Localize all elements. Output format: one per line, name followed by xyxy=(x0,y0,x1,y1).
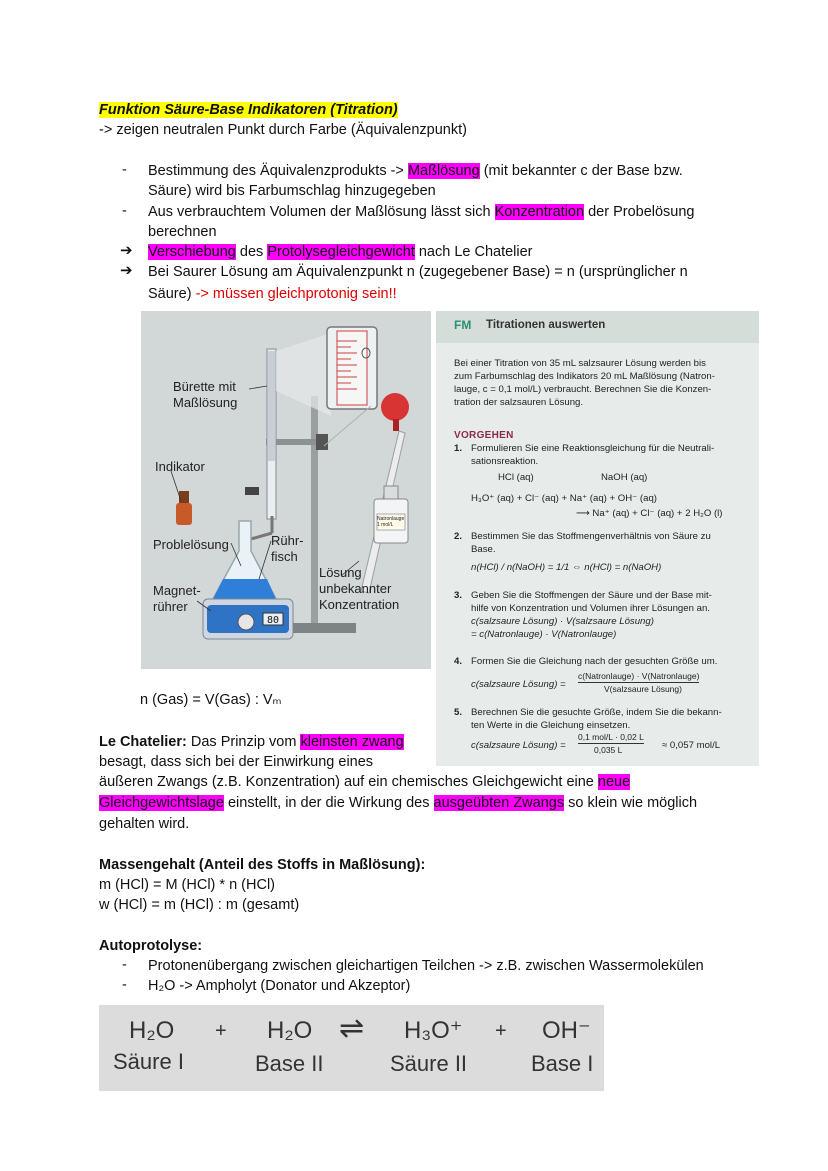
bullet-1-text: Bestimmung des Äquivalenzprodukts -> xyxy=(148,163,404,179)
apparatus-drawing xyxy=(141,311,431,669)
dash-bullet: - xyxy=(122,203,127,219)
equation-part: c(salzsaure Lösung) = xyxy=(471,740,566,751)
chatelier-line1 xyxy=(99,732,404,752)
step-text: Geben Sie die Stoffmengen der Säure und der Base mit- xyxy=(471,590,712,601)
chatelier-text: so klein wie möglich xyxy=(568,795,698,811)
bullet-4-line1: Bei Saurer Lösung am Äquivalenzpunkt n (zugegebener Base) = n (ursprünglicher n xyxy=(148,264,688,280)
water-molecule-2: H₂O xyxy=(267,1017,313,1044)
bottle-label: Natronlauge 1 mol/L xyxy=(377,516,405,528)
chatelier-text: äußeren Zwangs (z.B. Konzentration) auf ein chemisches Gleichgewicht eine xyxy=(99,774,594,790)
step-text: ten Werte in die Gleichung einsetzen. xyxy=(471,720,631,731)
step-text: Base. xyxy=(471,544,496,555)
plus-sign: + xyxy=(215,1020,227,1042)
highlight-gleichgewichtslage: Gleichgewichtslage xyxy=(99,795,224,811)
unknown-concentration-label: Lösung unbekannter Konzentration xyxy=(319,565,400,612)
textbook-header xyxy=(436,311,759,343)
red-warning: -> müssen gleichprotonig sein!! xyxy=(195,286,397,302)
step-text: Bestimmen Sie das Stoffmengenverhältnis von Säure zu xyxy=(471,531,711,542)
equation-part: NaOH (aq) xyxy=(601,472,648,483)
highlight-neue: neue xyxy=(597,774,631,790)
vorgehen-heading: VORGEHEN xyxy=(454,430,514,441)
chatelier-text: Das Prinzip vom xyxy=(190,734,297,750)
intro-line: -> zeigen neutralen Punkt durch Farbe (Äquivalenzpunkt) xyxy=(99,122,467,138)
textbook-heading: Titrationen auswerten xyxy=(486,319,606,331)
highlight-protolyse: Protolysegleichgewicht xyxy=(267,244,415,260)
sample-solution-label: Problelösung xyxy=(153,537,229,552)
fraction-denominator: 0,035 L xyxy=(594,745,623,755)
label-saure-2: Säure II xyxy=(390,1051,468,1076)
bullet-1-post: (mit bekannter c der Base bzw. xyxy=(483,163,683,179)
task-line: lauge, c = 0,1 mol/L) verbraucht. Berechnen Sie die Konzen- xyxy=(454,384,712,395)
textbook-excerpt xyxy=(436,311,759,766)
gas-formula: n (Gas) = V(Gas) : Vₘ xyxy=(140,692,282,708)
step-text: hilfe von Konzentration und Volumen ihrer Lösungen an. xyxy=(471,603,710,614)
fraction-denominator: V(salzsaure Lösung) xyxy=(604,684,682,694)
step-number: 1. xyxy=(454,443,463,454)
page-title xyxy=(99,100,398,120)
bullet-1-line1 xyxy=(148,161,683,181)
title-text: Funktion Säure-Base Indikatoren (Titration) xyxy=(99,102,398,118)
bullet-2-text: Aus verbrauchtem Volumen der Maßlösung lässt sich xyxy=(148,204,491,220)
bullet-4-line2 xyxy=(148,284,397,304)
bullet-3 xyxy=(148,242,533,262)
autoprotolyse-heading: Autoprotolyse: xyxy=(99,938,203,954)
task-line: tration der salzsauren Lösung. xyxy=(454,397,584,408)
label-saure-1: Säure I xyxy=(113,1049,184,1074)
result-value: ≈ 0,057 mol/L xyxy=(662,740,721,751)
label-base-2: Base II xyxy=(255,1051,324,1076)
step-number: 2. xyxy=(454,531,463,542)
bullet-4-text: Säure) xyxy=(148,286,192,302)
chatelier-line4 xyxy=(99,793,697,813)
massengehalt-line2: w (HCl) = m (HCl) : m (gesamt) xyxy=(99,897,300,913)
massengehalt-line1: m (HCl) = M (HCl) * n (HCl) xyxy=(99,877,275,893)
bullet-2-line2: berechnen xyxy=(148,224,217,240)
chatelier-line2: besagt, dass sich bei der Einwirkung eines xyxy=(99,754,374,770)
hydroxide-ion: OH⁻ xyxy=(542,1017,591,1044)
highlight-ausgeubter-zwang: ausgeübten Zwangs xyxy=(433,795,565,811)
stirrer-display-value: 80 xyxy=(267,615,280,626)
bullet-2-line1 xyxy=(148,202,695,222)
chatelier-label: Le Chatelier: xyxy=(99,734,187,750)
fraction-numerator: c(Natronlauge) · V(Natronlauge) xyxy=(578,671,700,681)
step-text: = c(Natronlauge) · V(Natronlauge) xyxy=(471,629,617,640)
indicator-label: Indikator xyxy=(155,459,205,474)
autoprotolyse-item2: H₂O -> Ampholyt (Donator und Akzeptor) xyxy=(148,978,411,994)
dash-bullet: - xyxy=(122,162,127,178)
fraction-numerator: 0,1 mol/L · 0,02 L xyxy=(578,732,644,742)
highlight-masslosung: Maßlösung xyxy=(407,163,480,179)
step-text: Formulieren Sie eine Reaktionsgleichung für die Neutrali- xyxy=(471,443,715,454)
autoprotolysis-equation-image xyxy=(99,1005,604,1091)
dash-bullet: - xyxy=(122,977,127,993)
equation-part: HCl (aq) xyxy=(498,472,534,483)
massengehalt-heading: Massengehalt (Anteil des Stoffs in Maßlösung): xyxy=(99,857,426,873)
bullet-3-mid: des xyxy=(239,244,264,260)
fm-badge: FM xyxy=(454,318,472,332)
bullet-3-post: nach Le Chatelier xyxy=(418,244,533,260)
arrow-bullet-icon: ➔ xyxy=(120,262,133,279)
magnetic-stirrer-label: Magnet- rührer xyxy=(153,583,201,614)
ratio-equation: n(HCl) / n(NaOH) = 1/1 ⇔ n(HCl) = n(NaOH) xyxy=(471,562,662,573)
burette-label: Bürette mit Maßlösung xyxy=(173,379,238,410)
highlight-verschiebung: Verschiebung xyxy=(148,244,236,260)
chatelier-line5: gehalten wird. xyxy=(99,816,190,832)
plus-sign: + xyxy=(495,1020,507,1042)
titration-apparatus-image xyxy=(141,311,431,669)
chatelier-line3 xyxy=(99,772,630,792)
arrow-bullet-icon: ➔ xyxy=(120,242,133,259)
autoprotolyse-item1: Protonenübergang zwischen gleichartigen Teilchen -> z.B. zwischen Wassermolekülen xyxy=(148,958,704,974)
stirbar-label: Rühr- fisch xyxy=(271,533,304,564)
chatelier-text: einstellt, in der die Wirkung des xyxy=(227,795,430,811)
equation-part: ⟶ Na⁺ (aq) + Cl⁻ (aq) + 2 H₂O (l) xyxy=(576,508,723,519)
step-text: Formen Sie die Gleichung nach der gesuchten Größe um. xyxy=(471,656,718,667)
hydronium-ion: H₃O⁺ xyxy=(404,1017,463,1044)
dash-bullet: - xyxy=(122,957,127,973)
equilibrium-arrow-icon: ⇌ xyxy=(339,1012,365,1045)
label-base-1: Base I xyxy=(531,1051,594,1076)
task-line: zum Farbumschlag des Indikators 20 mL Maßlösung (Natron- xyxy=(454,371,715,382)
water-molecule-1: H₂O xyxy=(129,1017,175,1044)
step-number: 5. xyxy=(454,707,463,718)
bullet-2-post: der Probelösung xyxy=(588,204,695,220)
task-line: Bei einer Titration von 35 mL salzsaurer Lösung werden bis xyxy=(454,358,706,369)
equation-part: H₃O⁺ (aq) + Cl⁻ (aq) + Na⁺ (aq) + OH⁻ (aq) xyxy=(471,493,657,504)
equation-part: c(salzsaure Lösung) = xyxy=(471,679,566,690)
step-number: 3. xyxy=(454,590,463,601)
highlight-kleinsten-zwang: kleinsten zwang xyxy=(300,734,404,750)
step-text: Berechnen Sie die gesuchte Größe, indem Sie die bekann- xyxy=(471,707,722,718)
step-text: sationsreaktion. xyxy=(471,456,539,467)
highlight-konzentration: Konzentration xyxy=(494,204,585,220)
bullet-1-line2: Säure) wird bis Farbumschlag hinzugegeben xyxy=(148,183,436,199)
step-number: 4. xyxy=(454,656,463,667)
step-text: c(salzsaure Lösung) · V(salzsaure Lösung) xyxy=(471,616,654,627)
